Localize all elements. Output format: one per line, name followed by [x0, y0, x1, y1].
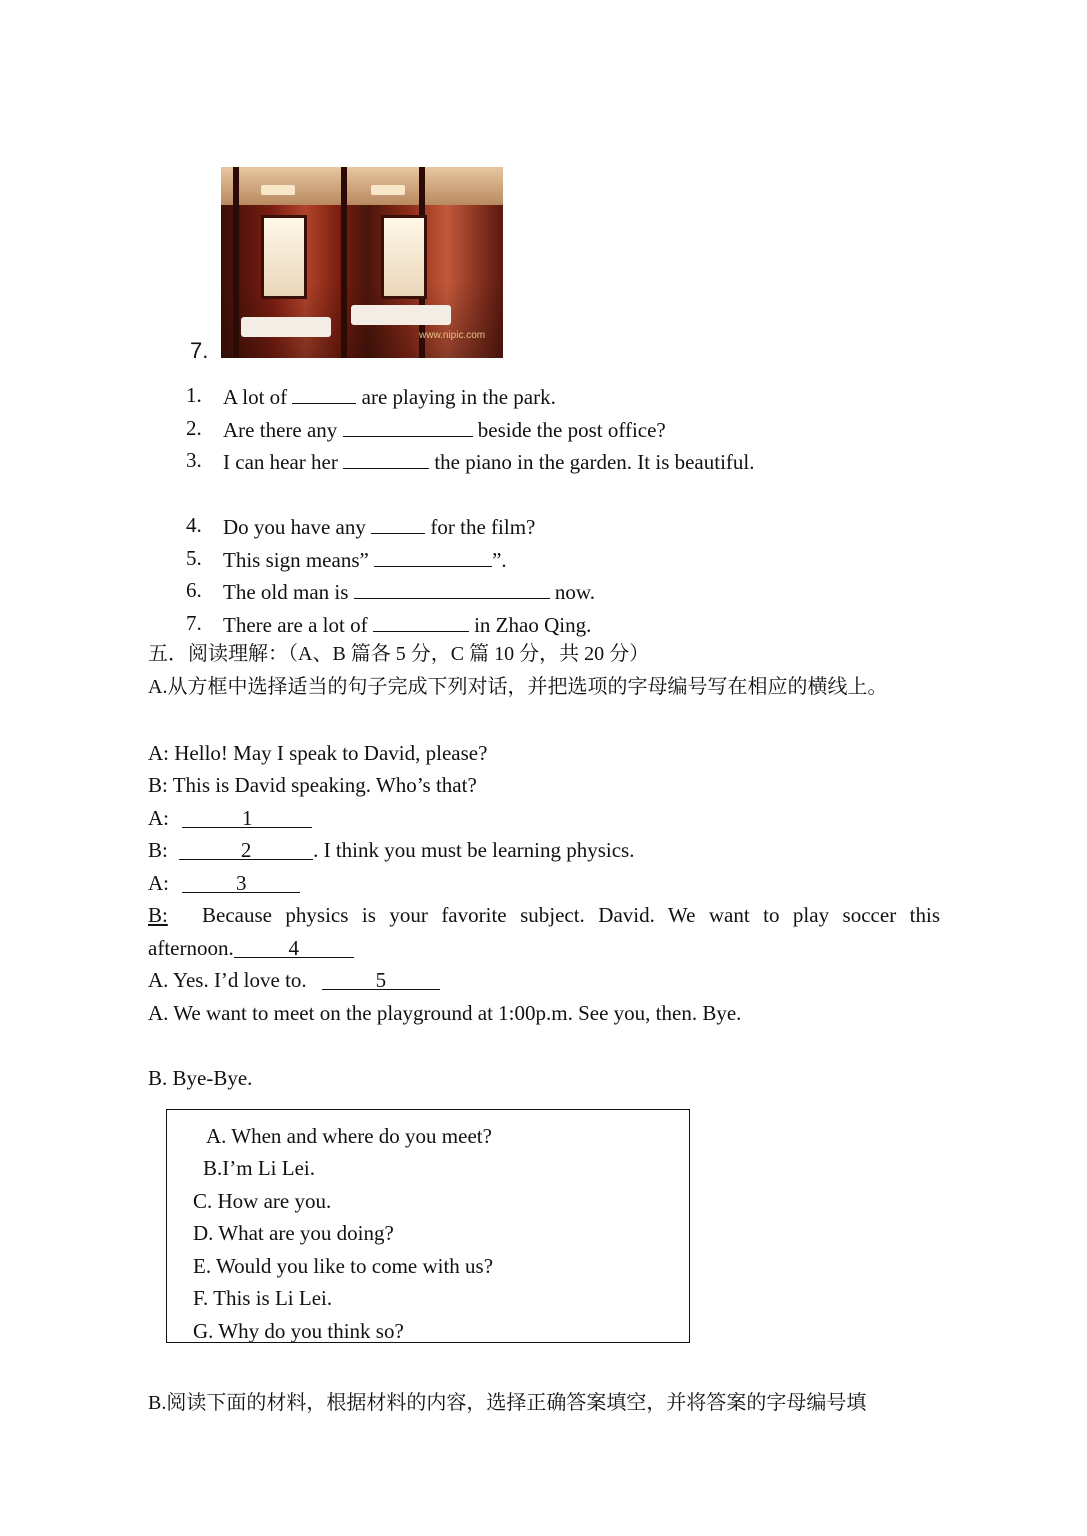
speaker-label: A:	[148, 871, 169, 895]
item-number: 6.	[186, 578, 202, 602]
speaker-label: A:	[148, 806, 169, 830]
item-before: There are a lot of	[223, 613, 368, 637]
option-item: B.I’m Li Lei.	[203, 1156, 315, 1180]
section-heading: 五．阅读理解：（A、B 篇各 5 分，C 篇 10 分，共 20 分）	[148, 643, 650, 665]
item-number: 4.	[186, 513, 202, 537]
option-item: G. Why do you think so?	[193, 1319, 404, 1343]
item-after: beside the post office?	[477, 418, 666, 442]
dialogue-line: A: Hello! May I speak to David, please?	[148, 741, 488, 765]
option-item: D. What are you doing?	[193, 1221, 394, 1245]
answer-blank[interactable]	[234, 936, 354, 960]
item-before: Are there any	[223, 418, 338, 442]
answer-blank[interactable]	[343, 450, 429, 469]
list-item-text	[223, 548, 507, 571]
list-item-text	[223, 450, 755, 473]
item-before: I can hear her	[223, 450, 338, 474]
dialogue-text: . I think you must be learning physics.	[313, 838, 635, 862]
dialogue-line	[148, 840, 634, 861]
dialogue-line	[148, 970, 440, 991]
item-before: A lot of	[223, 385, 288, 409]
answer-blank[interactable]	[292, 385, 356, 404]
option-item: A. When and where do you meet?	[206, 1124, 492, 1148]
dialogue-text: Because physics is your favorite subject. David. We want to play soccer this	[202, 903, 940, 927]
list-item	[186, 418, 202, 439]
dialogue-line: A. We want to meet on the playground at 1:00p.m. See you, then. Bye.	[148, 1001, 742, 1025]
option-item: F. This is Li Lei.	[193, 1286, 333, 1310]
photo-lamp	[261, 185, 295, 195]
photo-window	[381, 215, 427, 299]
part-a-instruction: A.从方框中选择适当的句子完成下列对话，并把选项的字母编号写在相应的横线上。	[148, 676, 888, 698]
list-item	[186, 580, 202, 601]
blank-number: 4	[288, 936, 299, 960]
dialogue-line	[148, 938, 354, 959]
item-after: in Zhao Qing.	[474, 613, 592, 637]
answer-blank[interactable]	[322, 968, 440, 992]
photo-window	[261, 215, 307, 299]
photo-lamp	[371, 185, 405, 195]
options-box	[166, 1109, 690, 1343]
item-before: The old man is	[223, 580, 349, 604]
list-item-text	[223, 418, 666, 441]
item-before: Do you have any	[223, 515, 366, 539]
list-item	[186, 613, 202, 634]
dialogue-text: A. Yes. I’d love to.	[148, 968, 307, 992]
item-before: This sign means”	[223, 548, 369, 572]
answer-blank[interactable]	[182, 871, 300, 895]
dialogue-line	[148, 808, 312, 829]
restaurant-photo	[221, 167, 503, 358]
item-number: 7.	[186, 611, 202, 635]
dialogue-text: afternoon.	[148, 936, 234, 960]
item-after: are playing in the park.	[361, 385, 556, 409]
list-item	[186, 385, 202, 406]
answer-blank[interactable]	[374, 548, 492, 567]
list-item-text	[223, 580, 595, 603]
dialogue-line: B. Bye-Bye.	[148, 1066, 253, 1090]
item-after: the piano in the garden. It is beautiful.	[434, 450, 755, 474]
dialogue-line	[148, 873, 300, 894]
item-number: 2.	[186, 416, 202, 440]
photo-table	[241, 317, 331, 337]
item-after: ”.	[492, 548, 507, 572]
option-item: E. Would you like to come with us?	[193, 1254, 494, 1278]
item-after: now.	[554, 580, 595, 604]
list-item-text	[223, 515, 535, 538]
blank-number: 5	[375, 968, 387, 992]
dialogue-line	[148, 905, 168, 926]
blank-number: 2	[240, 838, 252, 862]
answer-blank[interactable]	[179, 838, 313, 862]
blank-number: 3	[236, 871, 247, 895]
list-item-text	[223, 613, 591, 636]
item-number: 3.	[186, 448, 202, 472]
answer-blank[interactable]	[182, 806, 312, 830]
answer-blank[interactable]	[373, 613, 469, 632]
blank-number: 1	[242, 806, 253, 830]
answer-blank[interactable]	[354, 580, 550, 599]
list-item	[186, 450, 202, 471]
dialogue-line: B: This is David speaking. Who’s that?	[148, 773, 477, 797]
answer-blank[interactable]	[371, 515, 425, 534]
list-item	[186, 548, 202, 569]
option-item: C. How are you.	[193, 1189, 332, 1213]
speaker-label: B:	[148, 838, 168, 862]
photo-watermark: www.nipic.com	[419, 330, 486, 341]
speaker-label: B:	[148, 903, 168, 927]
picture-number: 7.	[190, 338, 209, 363]
list-item-text	[223, 385, 556, 408]
item-number: 5.	[186, 546, 202, 570]
list-item	[186, 515, 202, 536]
photo-table	[351, 305, 451, 325]
photo-beam	[341, 167, 347, 358]
item-number: 1.	[186, 383, 202, 407]
answer-blank[interactable]	[343, 418, 473, 437]
item-after: for the film?	[430, 515, 536, 539]
photo-beam	[233, 167, 239, 358]
part-b-instruction: B.阅读下面的材料，根据材料的内容，选择正确答案填空，并将答案的字母编号填	[148, 1392, 867, 1414]
